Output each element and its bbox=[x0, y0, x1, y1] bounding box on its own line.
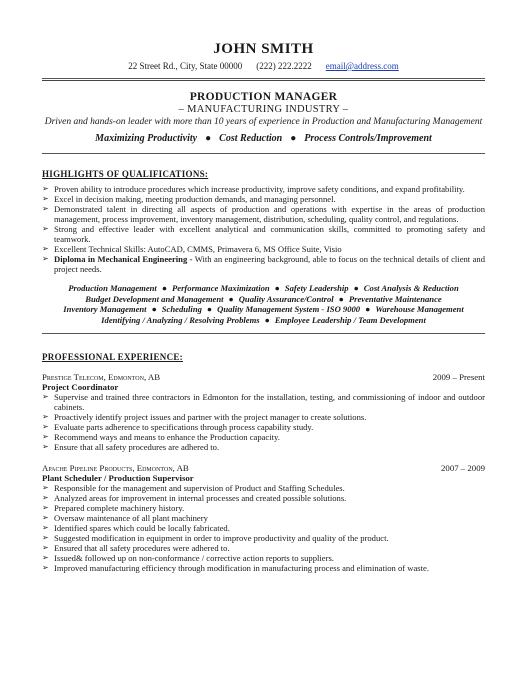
arrow-bullet-icon: ➢ bbox=[42, 244, 49, 253]
arrow-bullet-icon: ➢ bbox=[42, 503, 49, 512]
title-divider bbox=[42, 153, 485, 154]
arrow-bullet-icon: ➢ bbox=[42, 483, 49, 492]
list-item: ➢ Responsible for the management and supervision of Product and Staffing Schedules. bbox=[42, 483, 345, 493]
skills-line: Budget Development and Management ● Quality Assurance/Control ● Preventative Maintenance bbox=[85, 293, 442, 304]
arrow-bullet-icon: ➢ bbox=[42, 392, 49, 401]
contact-line bbox=[42, 60, 485, 72]
arrow-bullet-icon: ➢ bbox=[42, 523, 49, 532]
arrow-bullet-icon: ➢ bbox=[42, 493, 49, 502]
job-header bbox=[42, 372, 485, 382]
list-item: ➢ Diploma in Mechanical Engineering - With an engineering background, able to focus on the technical details of client and project needs. bbox=[42, 254, 486, 274]
skills-line: Production Management ● Performance Maximization ● Safety Leadership ● Cost Analysis & Reduction bbox=[68, 283, 459, 293]
arrow-bullet-icon: ➢ bbox=[42, 553, 49, 562]
position-title: PRODUCTION MANAGER bbox=[189, 91, 338, 103]
phone: (222) 222.2222 bbox=[256, 61, 312, 71]
focus-areas bbox=[42, 132, 485, 145]
list-item: ➢ Evaluate parts adherence to specifications through process capability study. bbox=[42, 422, 314, 432]
skills-line: Identifying / Analyzing / Resolving Problems ● Employee Leadership / Team Development bbox=[101, 314, 426, 325]
skills-line: Inventory Management ● Scheduling ● Quality Management System - ISO 9000 ● Warehouse Management bbox=[63, 304, 464, 314]
profile-tagline: Driven and hands-on leader with more than 10 years of experience in Production and Manufacturing Management bbox=[44, 117, 483, 127]
list-item: ➢ Recommend ways and means to enhance the Production capacity. bbox=[42, 432, 280, 442]
list-item: ➢ Prepared complete machinery history. bbox=[42, 503, 185, 513]
arrow-bullet-icon: ➢ bbox=[42, 204, 49, 213]
job-role: Plant Scheduler / Production Supervisor bbox=[42, 473, 194, 483]
focus-area: Cost Reduction bbox=[219, 133, 283, 144]
job-header bbox=[42, 463, 485, 473]
industry-subtitle: – MANUFACTURING INDUSTRY – bbox=[178, 104, 349, 115]
arrow-bullet-icon: ➢ bbox=[42, 194, 49, 203]
arrow-bullet-icon: ➢ bbox=[42, 432, 49, 441]
list-item: ➢ Ensured that all safety procedures were adhered to. bbox=[42, 543, 230, 553]
arrow-bullet-icon: ➢ bbox=[42, 543, 49, 552]
focus-area: Maximizing Productivity bbox=[95, 133, 198, 144]
job-duties bbox=[42, 483, 485, 573]
arrow-bullet-icon: ➢ bbox=[42, 254, 49, 263]
section-divider bbox=[42, 333, 485, 334]
arrow-bullet-icon: ➢ bbox=[42, 513, 49, 522]
list-item: ➢ Proactively identify project issues and partner with the project manager to create solutions. bbox=[42, 412, 367, 422]
company-name: Apache Pipeline Products, Edmonton, AB bbox=[42, 463, 189, 473]
header-divider bbox=[42, 78, 485, 79]
job-role: Project Coordinator bbox=[42, 382, 119, 392]
job-duties bbox=[42, 392, 485, 452]
list-item: ➢ Identified spares which could be locally fabricated. bbox=[42, 523, 230, 533]
job-dates: 2007 – 2009 bbox=[441, 463, 485, 473]
separator-dot: ● bbox=[205, 133, 212, 144]
list-item: ➢ Excellent Technical Skills: AutoCAD, CMMS, Primavera 6, MS Office Suite, Visio bbox=[42, 244, 342, 254]
arrow-bullet-icon: ➢ bbox=[42, 422, 49, 431]
separator-dot: ● bbox=[290, 133, 297, 144]
candidate-name: JOHN SMITH bbox=[213, 41, 314, 57]
list-item: ➢ Suggested modification in equipment in order to improve productivity and quality of the product. bbox=[42, 533, 389, 543]
list-item: ➢ Proven ability to introduce procedures which increase productivity, improve safety conditions, and expand profitability. bbox=[42, 184, 465, 194]
list-item: ➢ Analyzed areas for improvement in internal processes and created possible solutions. bbox=[42, 493, 347, 503]
header-divider-2 bbox=[42, 80, 485, 81]
list-item: ➢ Ensure that all safety procedures are adhered to. bbox=[42, 442, 220, 452]
email-link[interactable]: email@address.com bbox=[325, 61, 399, 71]
arrow-bullet-icon: ➢ bbox=[42, 412, 49, 421]
arrow-bullet-icon: ➢ bbox=[42, 533, 49, 542]
arrow-bullet-icon: ➢ bbox=[42, 442, 49, 451]
job-entry bbox=[42, 372, 485, 452]
list-item: ➢ Issued& followed up on non-conformance / corrective action reports to suppliers. bbox=[42, 553, 334, 563]
list-item: ➢ Supervise and trained three contractors in Edmonton for the installation, testing, and commissioning of indoor and outdoor cabinets. bbox=[42, 392, 485, 412]
job-dates: 2009 – Present bbox=[432, 372, 485, 382]
list-item: ➢ Excel in decision making, meeting production demands, and managing personnel. bbox=[42, 194, 336, 204]
list-item: ➢ Demonstrated talent in directing all aspects of production and operations with expertise in the areas of production management, process improvement, inventory management, distribution, scheduling, quality control, and regulations. bbox=[42, 204, 485, 224]
arrow-bullet-icon: ➢ bbox=[42, 224, 49, 233]
focus-area: Process Controls/Improvement bbox=[304, 133, 432, 144]
core-skills bbox=[42, 283, 485, 325]
list-item: ➢ Strong and effective leader with excellent analytical and communication skills, committed to promoting safety and teamwork. bbox=[42, 224, 485, 244]
list-item: ➢ Improved manufacturing efficiency through modification in manufacturing process and elimination of waste. bbox=[42, 563, 429, 573]
arrow-bullet-icon: ➢ bbox=[42, 184, 49, 193]
address: 22 Street Rd., City, State 00000 bbox=[128, 61, 243, 71]
job-entry bbox=[42, 463, 485, 573]
highlights-heading: HIGHLIGHTS OF QUALIFICATIONS: bbox=[42, 169, 209, 179]
company-name: Prestige Telecom, Edmonton, AB bbox=[42, 372, 161, 382]
arrow-bullet-icon: ➢ bbox=[42, 563, 49, 572]
highlights-list bbox=[42, 184, 485, 274]
experience-heading: PROFESSIONAL EXPERIENCE: bbox=[42, 352, 183, 362]
list-item: ➢ Oversaw maintenance of all plant machinery bbox=[42, 513, 208, 523]
